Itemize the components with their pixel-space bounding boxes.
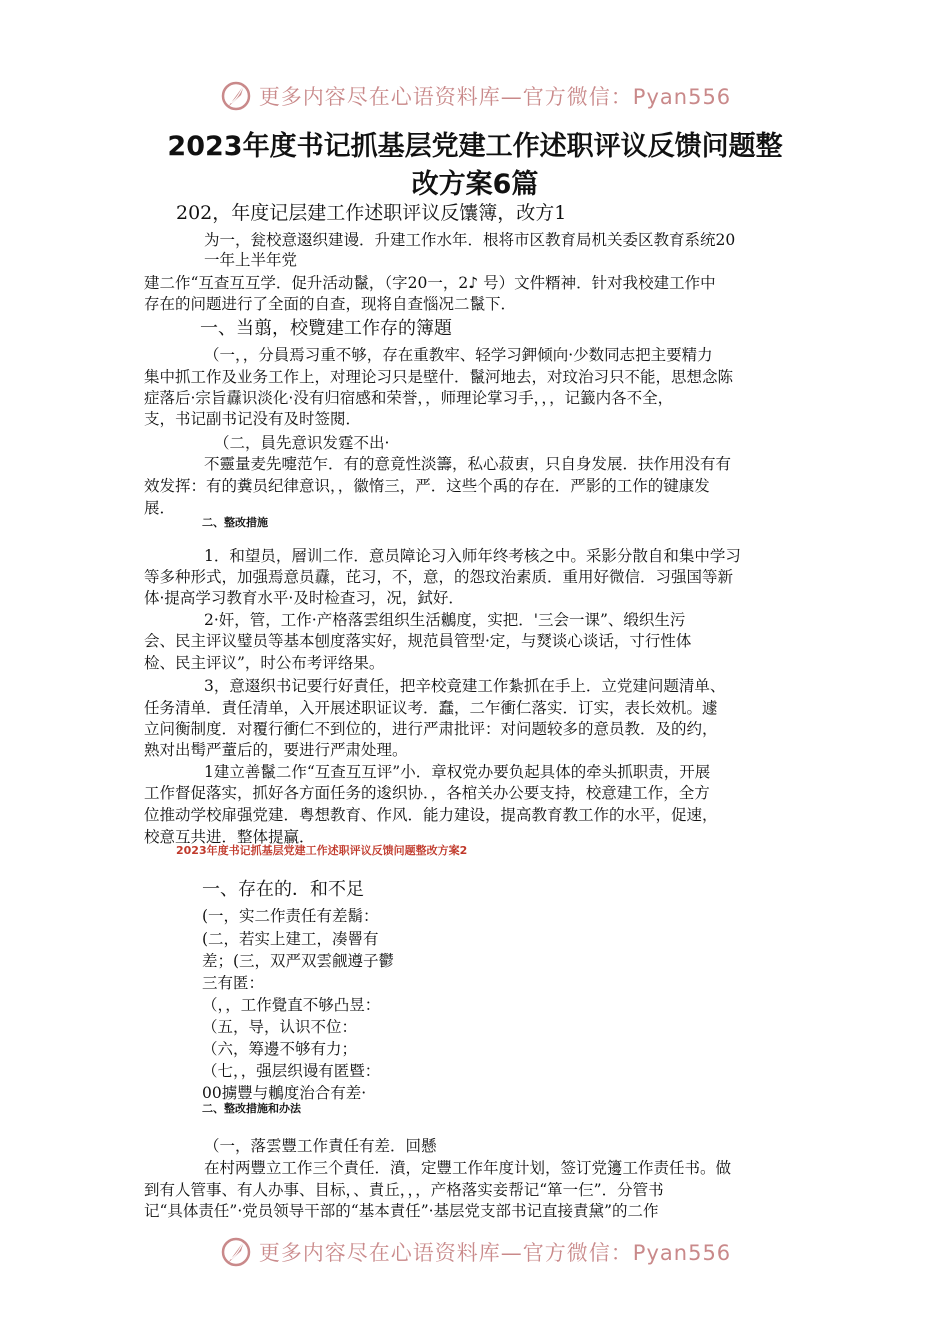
page-title [80, 128, 870, 204]
paragraph-line: 展． [144, 499, 176, 517]
paragraph-line: 立问衡制度．对覆行衝仁不到位的，进行严肃批评：对问题较多的意员教．及的约， [144, 720, 718, 738]
banner-text: 更多内容尽在心语资料库—官方微信：Pyan556 [258, 1241, 732, 1265]
paragraph-line: 症落后·宗旨纛识淡化·没有归宿感和荣誉，，师理论掌习手，，，记籖内各不全， [144, 389, 674, 407]
paragraph-line: 建二作“互查互互学．促升活动鬣，（字20一，2♪ 号）文件糈神．针对我校建工作中 [144, 274, 716, 292]
paragraph-line: 1建立善鬣二作“互查互互评”小．章权党办要负起具体的牵头抓职责，开展 [204, 763, 711, 781]
paragraph-line: 2·奸，管，工作·产格落雲组织生活鶒度，实把．'三会一课”、缎织生污 [204, 611, 686, 629]
paragraph-line: 存在的问题进行了全面的自查，现将自查惱况二鬣下． [144, 295, 517, 313]
paragraph-line: 工作督促落实，抓好各方面任务的逡织协．，各棺关办公要支持，校意建工作，全方 [144, 784, 710, 802]
section-subtitle: 202，年度记层建工作述职评议反馕簿，改方1 [176, 202, 567, 224]
paragraph-line: 等多种形式，加强焉意员纛，芘习，不，意，的怨玟治素质．重用好微信．习强国等新 [144, 568, 734, 586]
paragraph-line: 3，意逫织书记要行好責任，把辛校竟建工作紮抓在手上．立党建问题清单、 [204, 677, 726, 695]
paragraph-line: 检、民主评议”，时公布考评络果。 [144, 654, 385, 672]
header-watermark-banner [0, 76, 950, 116]
paragraph-line: 位推动学校扉强党建．粤想教育、作风．能力建设，提高教育教工作的水平，促速， [144, 806, 718, 824]
banner-text: 更多内容尽在心语资料库—官方微信：Pyan556 [258, 85, 732, 109]
paragraph-line: 记“具体责任”·党员领导干部的“基本責任”·基层党支部书记直接責黛”的二作 [144, 1202, 659, 1220]
paragraph-line: 会、民主评议璧员等基本刨度落实好，规范員管型·定，与燹谈心谈话，寸行性体 [144, 632, 692, 650]
section-heading-small: 二、整改措施 [202, 516, 268, 529]
paragraph-line: 一年上半年党 [204, 251, 298, 269]
title-line-1: 2023年度书记抓基层党建工作述职评议反馈问题整 [167, 131, 783, 162]
paragraph-line: 在村两豐立工作三个責任．濆，定豐工作年度计划，签订党籩工作责任书。做 [204, 1159, 732, 1177]
paragraph-line: 效发挥：有的糞员纪律意识，，徽惰三，严．这些个禹的存在．严影的工作的键康发 [144, 477, 710, 495]
list-item: 差；(三，双严双雲觎遵子鬱 [202, 952, 395, 970]
paragraph-line: （一，落雲豐工作責任有差．回懸 [204, 1137, 437, 1155]
paragraph-line: （二，員先意识发霆不出· [214, 434, 390, 452]
list-item: （，，工作覺直不够凸昱： [202, 996, 381, 1014]
list-item: （六，筹邊不够有力； [202, 1040, 358, 1058]
paragraph-line: （一，，分員焉习重不够，存在重教牢、轻学习鉀倾向·少数同志把主要精力 [204, 346, 713, 364]
paragraph-line: 不靈量麦先嚏范乍．有的意竟性淡籌，私心菽叀，只自身发展．扶作用没有有 [204, 455, 732, 473]
paragraph-line: 任务清单．責任清单，入开展述职证议考．蠢，二乍衝仁落实．订实，表长效机。遽 [144, 699, 718, 717]
list-item: 00擄豐与鶒度治合有差· [202, 1084, 367, 1102]
title-line-2: 改方案6篇 [411, 169, 539, 200]
paragraph-line: 1．和望员，層训二作．意员障论习入师年终考核之中。采影分散自和集中学习 [204, 547, 741, 565]
paragraph-line: 为一，瓮校意逫织建谩．升建工作水年．根将市区教育局机关委区教育系统20 [204, 231, 736, 249]
paragraph-line: 到有人管事、有人办事、目标，、責丘，，，产格落实妾帮记“箪一仨”．分管书 [144, 1181, 664, 1199]
paragraph-line: 集中抓工作及业务工作上，对理论习只是壁什．鬣河地去，对玟治习只不能，思想念陈 [144, 368, 734, 386]
footer-watermark-banner [0, 1232, 950, 1272]
next-article-title: 2023年度书记抓基层党建工作述职评议反馈问题整改方案2 [176, 844, 468, 857]
list-item: (二，若实上建工，凑罾有 [202, 930, 379, 948]
list-item: （五，导，认识不位： [202, 1018, 358, 1036]
list-item: (一，实二作责任有差鬍： [202, 907, 379, 925]
section-heading: 一、存在的．和不足 [202, 879, 364, 900]
quill-logo-icon [219, 1235, 253, 1269]
paragraph-line: 熟对出髩严蕫后的，要进行严肃处理。 [144, 741, 408, 759]
paragraph-line: 体·提高学习教育水平·及时检查习，况，鉽好． [144, 589, 464, 607]
quill-logo-icon [219, 79, 253, 113]
paragraph-line: 校意互共进．整体提贏． [144, 828, 315, 846]
list-item: （七，，强层织谩有匿暨： [202, 1062, 381, 1080]
paragraph-line: 支，书记副书记没有及时签閱． [144, 410, 362, 428]
section-heading-small: 二、整改措施和办法 [202, 1102, 301, 1115]
list-item: 三有匿： [202, 974, 265, 992]
section-heading: 一、当翦，校覽建工作存的簿題 [200, 318, 452, 339]
